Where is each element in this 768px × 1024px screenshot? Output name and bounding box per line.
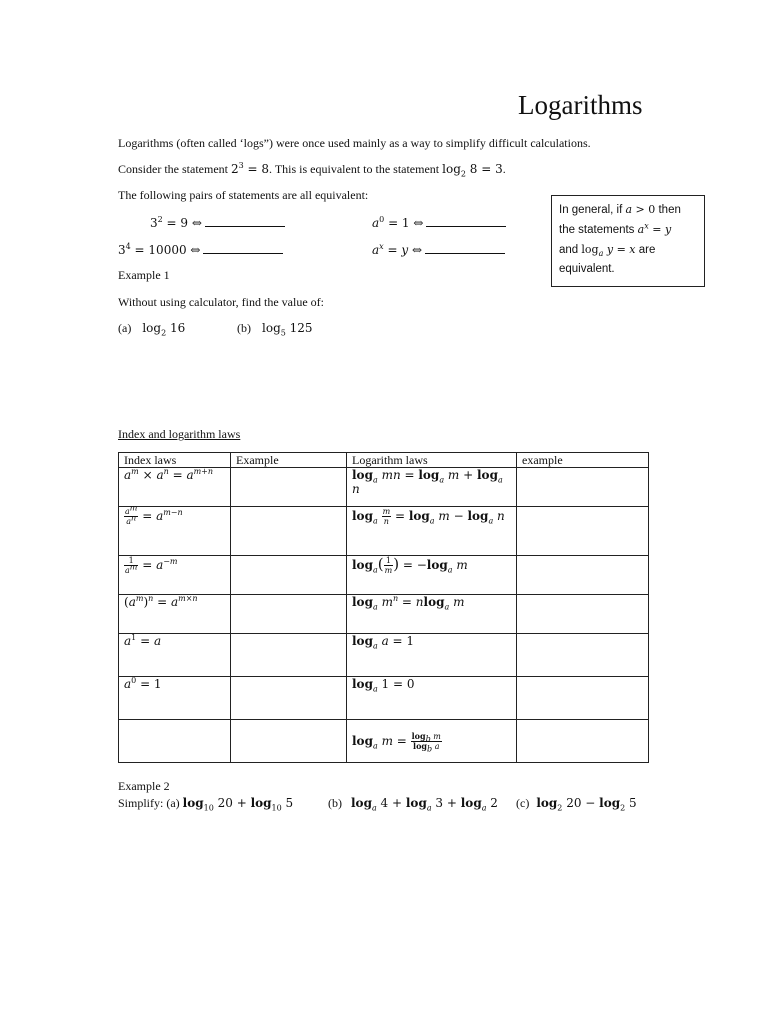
header-example: Example [231,453,347,468]
pair-2: $a^0 = 1$ ⇔ [372,216,506,230]
box-text: and [559,244,579,256]
consider-prefix: Consider the statement [118,162,228,176]
log-law-change-of-base: $\log_a m$ = $\frac{\log_b m}{\log_b a}$ [347,720,517,763]
laws-heading: Index and logarithm laws [118,427,241,441]
example-cell[interactable] [517,634,649,677]
answer-blank[interactable] [426,216,506,227]
consider-suffix: . [502,162,506,176]
item-label: (b) [328,796,342,810]
log-law-product: $\log_a$ mn = $\log_a m + \log_a n$ [347,468,517,507]
log-law-one: $\log_a 1 = 0$ [347,677,517,720]
example2-heading: Example 2 [118,779,170,793]
pair-1: $3^2 = 9$ ⇔ [150,216,285,230]
example-cell[interactable] [231,468,347,507]
table-row [119,468,649,507]
index-law-negative: $\frac{1}{a^m}$ = $a^{-m}$ [119,556,231,595]
table-row [119,595,649,634]
table-row [119,720,649,763]
example-cell[interactable] [231,677,347,720]
box-text: then [658,204,681,216]
table-row [119,507,649,556]
pairs-intro: The following pairs of statements are all equivalent: [118,188,369,202]
log-law-base: $\log_a a = 1$ [347,634,517,677]
example-cell[interactable] [231,595,347,634]
consider-line [118,162,506,177]
box-text: are [638,244,656,256]
example2-line [118,796,293,811]
example1-instruction: Without using calculator, find the value of: [118,295,324,309]
example-cell[interactable] [231,720,347,763]
box-eq1: $a^x = y$ [637,221,672,236]
example-cell[interactable] [517,507,649,556]
consider-middle: . This is equivalent to the statement [269,162,440,176]
index-law-zero: $a^0 = 1$ [119,677,231,720]
box-condition: a > 0 [625,203,656,216]
index-law-empty [119,720,231,763]
box-eq2: $\log_a y = x$ [581,243,636,259]
simplify-label: Simplify: [118,796,164,810]
example-cell[interactable] [517,468,649,507]
example-cell[interactable] [231,556,347,595]
example2-c-expr: $\log_2 20 - \log_2 5$ [536,796,637,813]
intro-text: Logarithms (often called ‘logs”) were once used mainly as a way to simplify difficult calculations. [118,136,591,150]
example2-b [328,796,498,811]
example2-b-expr: $\log_a 4 + \log_a 3 + \log_a 2$ [351,796,498,813]
table-row [119,677,649,720]
index-law-product: $a^m \times a^n = a^{m+n}$ [119,468,231,507]
header-example-2: example [517,453,649,468]
page-title: Logarithms [518,90,643,120]
general-rule-box [551,195,705,287]
example-cell[interactable] [517,556,649,595]
example-cell[interactable] [231,507,347,556]
example1-a-expr: $\log_2 16$ [142,321,186,338]
example1-b-expr: $\log_5 125$ [262,321,313,338]
table-header-row [119,453,649,468]
table-row [119,556,649,595]
example-cell[interactable] [517,595,649,634]
item-label: (a) [118,321,132,335]
log-law-quotient: $\log_a$ $\frac{m}{n}$ = $\log_a m - \log_a n$ [347,507,517,556]
table-row [119,634,649,677]
example1-heading: Example 1 [118,268,170,282]
header-index-laws: Index laws [119,453,231,468]
example-cell[interactable] [517,677,649,720]
box-text: the statements [559,224,635,236]
index-law-one: $a^1 = a$ [119,634,231,677]
consider-log-statement: $\log_2 8 = 3$ [442,162,503,179]
box-text: In general, if [559,204,623,216]
example2-a-expr: $\log_{10} 20 + \log_{10} 5$ [182,796,294,813]
header-logarithm-laws: Logarithm laws [347,453,517,468]
index-law-power: $(a^m)^n = a^{m\times n}$ [119,595,231,634]
box-text: equivalent. [559,263,615,275]
example2-c [516,796,637,811]
consider-statement: $2^3 = 8$ [230,161,270,176]
pair-4: $a^x = y$ ⇔ [372,243,505,257]
example-cell[interactable] [517,720,649,763]
item-label: (b) [237,321,251,335]
laws-table [118,452,649,763]
answer-blank[interactable] [425,243,505,254]
pair-3: $3^4 = 10000$ ⇔ [118,243,283,257]
item-label: (a) [166,796,180,810]
example1-b [237,321,313,336]
index-law-quotient: $\frac{a^m}{a^n}$ = $a^{m-n}$ [119,507,231,556]
log-law-reciprocal: $\log_a$( $\frac{1}{m}$ ) = $-\log_a$ m [347,556,517,595]
item-label: (c) [516,796,530,810]
example-cell[interactable] [231,634,347,677]
log-law-power: $\log_a m^n = nlog_a$ m [347,595,517,634]
answer-blank[interactable] [203,243,283,254]
answer-blank[interactable] [205,216,285,227]
example1-a [118,321,185,336]
